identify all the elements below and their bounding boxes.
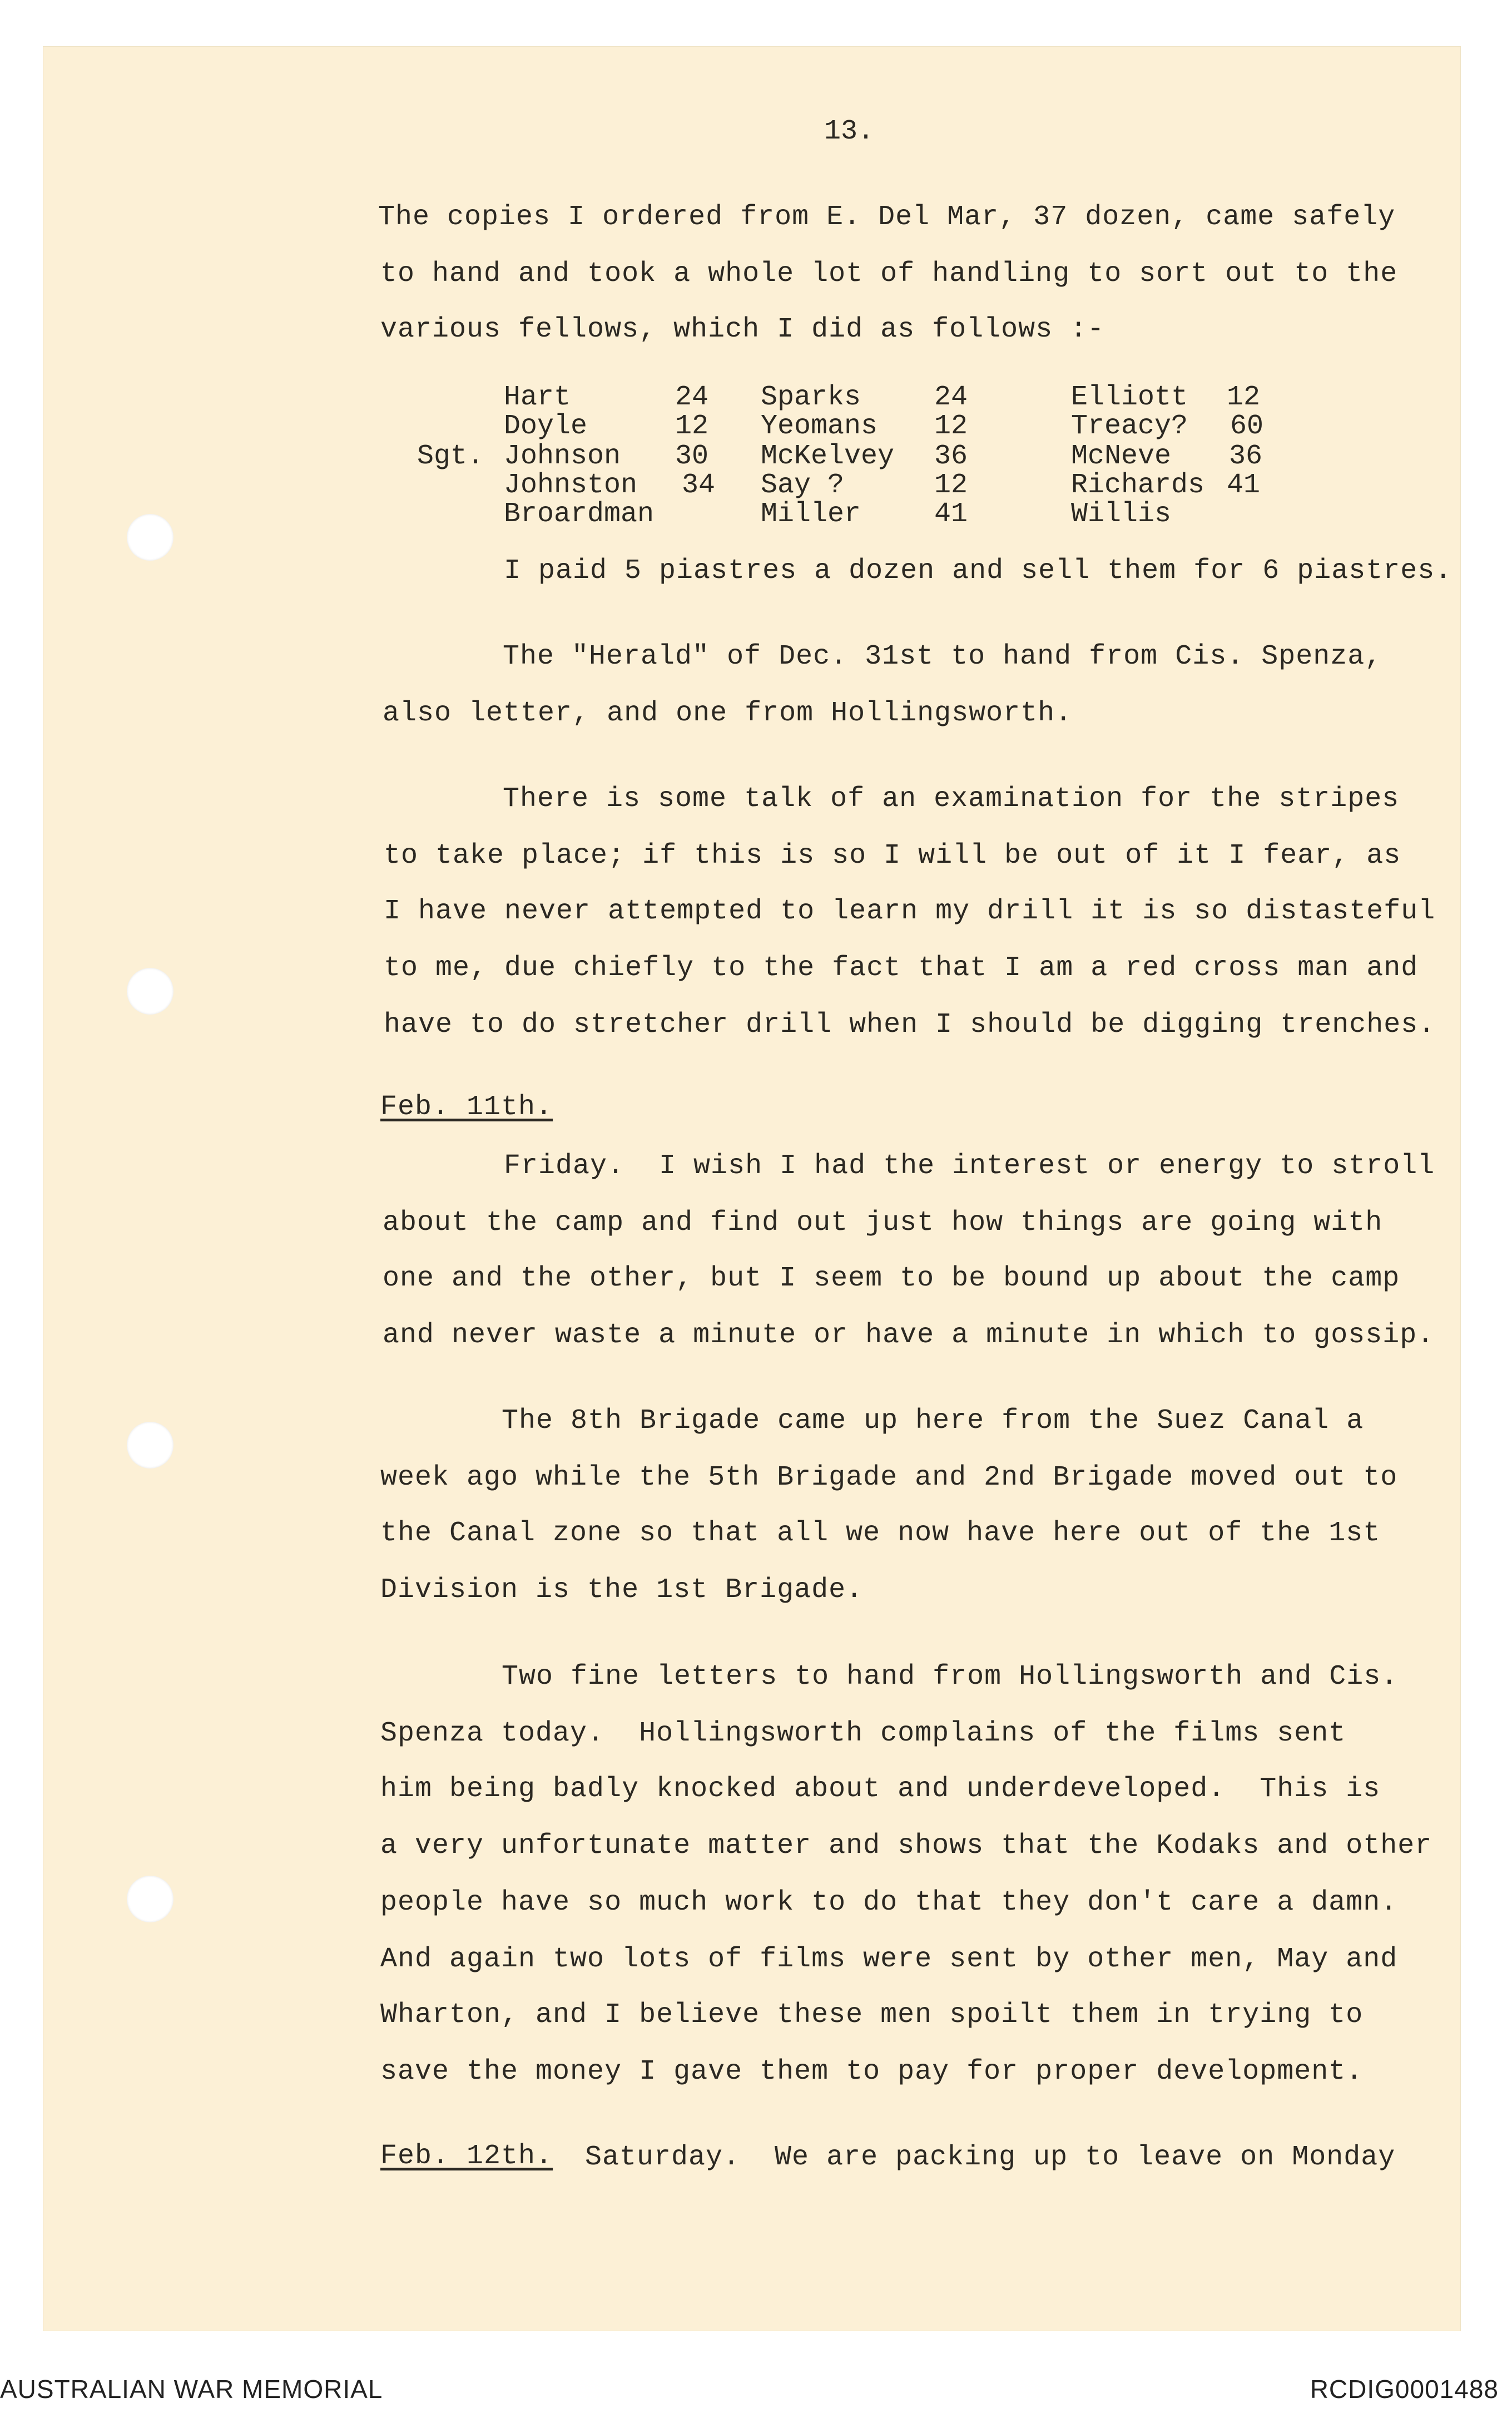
- text-line: him being badly knocked about and underdeveloped. This is: [380, 1773, 1381, 1805]
- table-qty: 41: [1227, 469, 1261, 501]
- text-line: various fellows, which I did as follows :-: [380, 314, 1105, 345]
- table-qty: 41: [934, 498, 968, 530]
- table-name: Willis: [1071, 498, 1172, 530]
- rank-label: Sgt.: [417, 441, 484, 472]
- table-qty: 12: [934, 469, 968, 501]
- table-name: Sparks: [761, 382, 861, 413]
- table-qty: 12: [675, 411, 709, 442]
- table-name: Richards: [1071, 469, 1205, 501]
- text-line: a very unfortunate matter and shows that the Kodaks and other: [380, 1830, 1432, 1862]
- table-qty: 30: [675, 441, 709, 472]
- text-line: The copies I ordered from E. Del Mar, 37 dozen, came safely: [378, 201, 1396, 233]
- footer-source: AUSTRALIAN WAR MEMORIAL: [0, 2375, 383, 2404]
- text-line: The "Herald" of Dec. 31st to hand from Cis. Spenza,: [503, 641, 1382, 673]
- table-name: Hart: [504, 382, 571, 413]
- footer-id: RCDIG0001488: [1310, 2375, 1499, 2404]
- text-line: also letter, and one from Hollingsworth.: [383, 698, 1073, 729]
- text-line: to take place; if this is so I will be out of it I fear, as: [384, 840, 1401, 872]
- table-name: Johnson: [504, 441, 621, 472]
- table-name: Treacy?: [1071, 411, 1188, 442]
- text-line: There is some talk of an examination for the stripes: [503, 783, 1400, 815]
- punch-hole: [127, 968, 173, 1015]
- table-name: McKelvey: [761, 441, 895, 472]
- table-qty: 36: [934, 441, 968, 472]
- table-name: Johnston: [504, 469, 638, 501]
- text-line: about the camp and find out just how things are going with: [383, 1207, 1383, 1239]
- text-line: people have so much work to do that they don't care a damn.: [380, 1887, 1398, 1918]
- date-heading: Feb. 11th.: [380, 1091, 553, 1123]
- table-name: Yeomans: [761, 411, 878, 442]
- table-qty: 24: [675, 382, 709, 413]
- text-line: Division is the 1st Brigade.: [380, 1574, 864, 1606]
- text-line: Spenza today. Hollingsworth complains of the films sent: [380, 1718, 1346, 1749]
- text-line: And again two lots of films were sent by other men, May and: [380, 1944, 1398, 1975]
- text-line: one and the other, but I seem to be bound up about the camp: [383, 1263, 1400, 1294]
- table-qty: 34: [682, 469, 716, 501]
- text-line: and never waste a minute or have a minute in which to gossip.: [383, 1319, 1435, 1351]
- page-number: 13.: [824, 116, 875, 147]
- table-qty: 12: [934, 411, 968, 442]
- text-line: the Canal zone so that all we now have here out of the 1st: [380, 1517, 1381, 1549]
- table-name: Broardman: [504, 498, 655, 530]
- text-line: week ago while the 5th Brigade and 2nd Brigade moved out to: [380, 1462, 1398, 1494]
- table-qty: 36: [1229, 441, 1263, 472]
- text-line: Two fine letters to hand from Hollingsworth and Cis.: [502, 1661, 1399, 1693]
- table-qty: 12: [1227, 382, 1261, 413]
- text-line: Friday. I wish I had the interest or energy to stroll: [504, 1150, 1435, 1182]
- date-heading: Feb. 12th.: [380, 2140, 553, 2172]
- text-line: The 8th Brigade came up here from the Suez Canal a: [502, 1405, 1364, 1437]
- text-line: I have never attempted to learn my drill it is so distasteful: [384, 896, 1436, 927]
- punch-hole: [127, 1876, 173, 1922]
- table-name: Elliott: [1071, 382, 1188, 413]
- text-line: have to do stretcher drill when I should be digging trenches.: [384, 1009, 1436, 1041]
- text-line: to hand and took a whole lot of handling to sort out to the: [380, 258, 1398, 290]
- table-name: McNeve: [1071, 441, 1172, 472]
- punch-hole: [127, 514, 173, 561]
- table-name: Doyle: [504, 411, 588, 442]
- text-line: Wharton, and I believe these men spoilt them in trying to: [380, 1999, 1364, 2031]
- text-line: to me, due chiefly to the fact that I am a red cross man and: [384, 952, 1419, 984]
- table-qty: 24: [934, 382, 968, 413]
- table-name: Say ?: [761, 469, 845, 501]
- text-line: save the money I gave them to pay for proper development.: [380, 2056, 1364, 2088]
- text-line: I paid 5 piastres a dozen and sell them for 6 piastres.: [504, 555, 1452, 587]
- punch-hole: [127, 1422, 173, 1468]
- text-line: Saturday. We are packing up to leave on Monday: [585, 2142, 1396, 2173]
- table-name: Miller: [761, 498, 861, 530]
- table-qty: 60: [1230, 411, 1264, 442]
